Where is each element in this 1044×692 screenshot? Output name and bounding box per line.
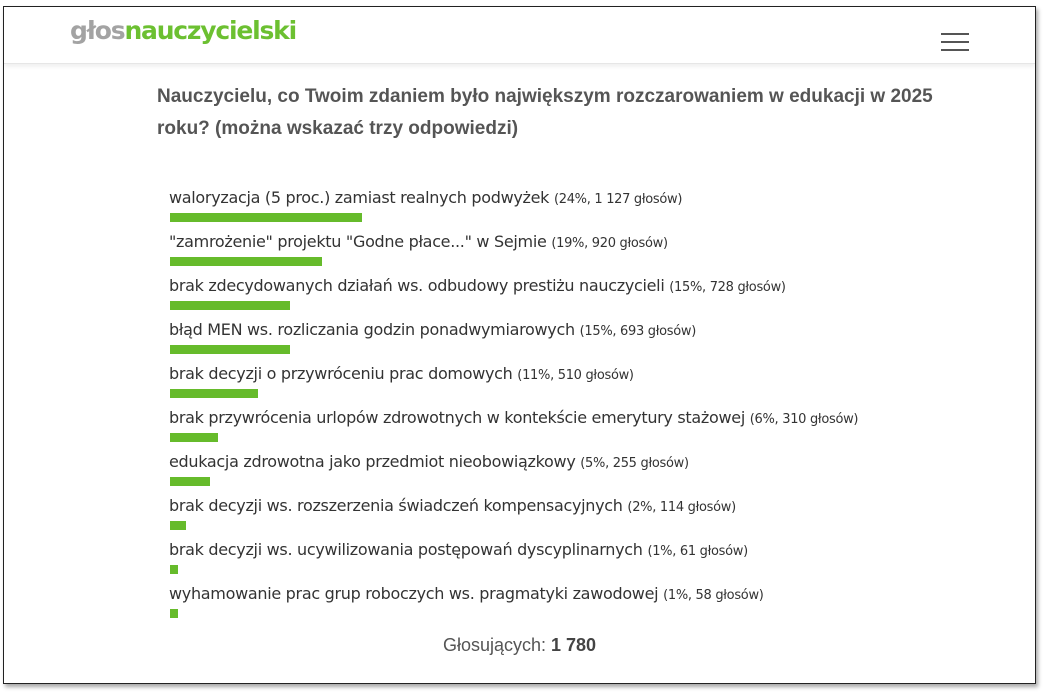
poll-option[interactable]	[169, 187, 989, 231]
poll-option[interactable]	[169, 495, 989, 539]
poll-option[interactable]	[169, 451, 989, 495]
poll-option-label: "zamrożenie" projektu "Godne płace..." w Sejmie (19%, 920 głosów)	[169, 232, 668, 251]
poll-option-stats: (15%, 693 głosów)	[579, 324, 697, 339]
poll-option-stats: (1%, 58 głosów)	[663, 588, 764, 603]
poll-option-label: wyhamowanie prac grup roboczych ws. pragmatyki zawodowej (1%, 58 głosów)	[169, 584, 764, 603]
poll-option[interactable]	[169, 231, 989, 275]
poll-option-label: brak zdecydowanych działań ws. odbudowy prestiżu nauczycieli (15%, 728 głosów)	[169, 276, 786, 295]
poll-question: Nauczycielu, co Twoim zdaniem było największym rozczarowaniem w edukacji w 2025 roku? (można wskazać trzy odpowiedzi)	[157, 86, 933, 139]
poll-option-label: waloryzacja (5 proc.) zamiast realnych podwyżek (24%, 1 127 głosów)	[169, 188, 683, 207]
poll-option[interactable]	[169, 583, 989, 627]
poll-option[interactable]	[169, 275, 989, 319]
poll-results	[169, 187, 989, 627]
browser-page	[3, 6, 1036, 684]
poll-option-stats: (2%, 114 głosów)	[627, 500, 736, 515]
poll-option-bar	[170, 609, 178, 618]
poll-option-stats: (6%, 310 głosów)	[749, 412, 859, 427]
poll-option[interactable]	[169, 539, 989, 583]
poll-option-stats: (11%, 510 głosów)	[517, 368, 634, 383]
poll-option-label: brak decyzji o przywróceniu prac domowych (11%, 510 głosów)	[169, 364, 634, 383]
poll-option-bar	[170, 213, 362, 222]
site-logo[interactable]: głosnauczycielski	[70, 16, 296, 45]
poll-option[interactable]	[169, 407, 989, 451]
poll-option-bar	[170, 565, 178, 574]
poll-option-label: brak przywrócenia urlopów zdrowotnych w kontekście emerytury stażowej (6%, 310 głosów)	[169, 408, 859, 427]
poll-option-bar	[170, 433, 218, 442]
poll-option-stats: (15%, 728 głosów)	[669, 280, 786, 295]
poll-option-bar	[170, 301, 290, 310]
poll-option-bar	[170, 257, 322, 266]
poll-option-label: edukacja zdrowotna jako przedmiot nieobowiązkowy (5%, 255 głosów)	[169, 452, 689, 471]
poll-option-bar	[170, 521, 186, 530]
poll-option[interactable]	[169, 363, 989, 407]
poll-option-bar	[170, 345, 290, 354]
site-header	[4, 7, 1035, 64]
poll-option-bar	[170, 477, 210, 486]
hamburger-icon[interactable]	[941, 33, 969, 51]
poll-option-stats: (1%, 61 głosów)	[647, 544, 748, 559]
poll-option-label: błąd MEN ws. rozliczania godzin ponadwymiarowych (15%, 693 głosów)	[169, 320, 697, 339]
poll-option[interactable]	[169, 319, 989, 363]
poll-option-stats: (19%, 920 głosów)	[551, 236, 668, 251]
poll-option-stats: (24%, 1 127 głosów)	[553, 192, 683, 207]
poll-option-label: brak decyzji ws. rozszerzenia świadczeń kompensacyjnych (2%, 114 głosów)	[169, 496, 736, 515]
poll-total: Głosujących: 1 780	[442, 635, 597, 655]
poll-option-stats: (5%, 255 głosów)	[580, 456, 689, 471]
poll-option-bar	[170, 389, 258, 398]
poll-option-label: brak decyzji ws. ucywilizowania postępowań dyscyplinarnych (1%, 61 głosów)	[169, 540, 748, 559]
